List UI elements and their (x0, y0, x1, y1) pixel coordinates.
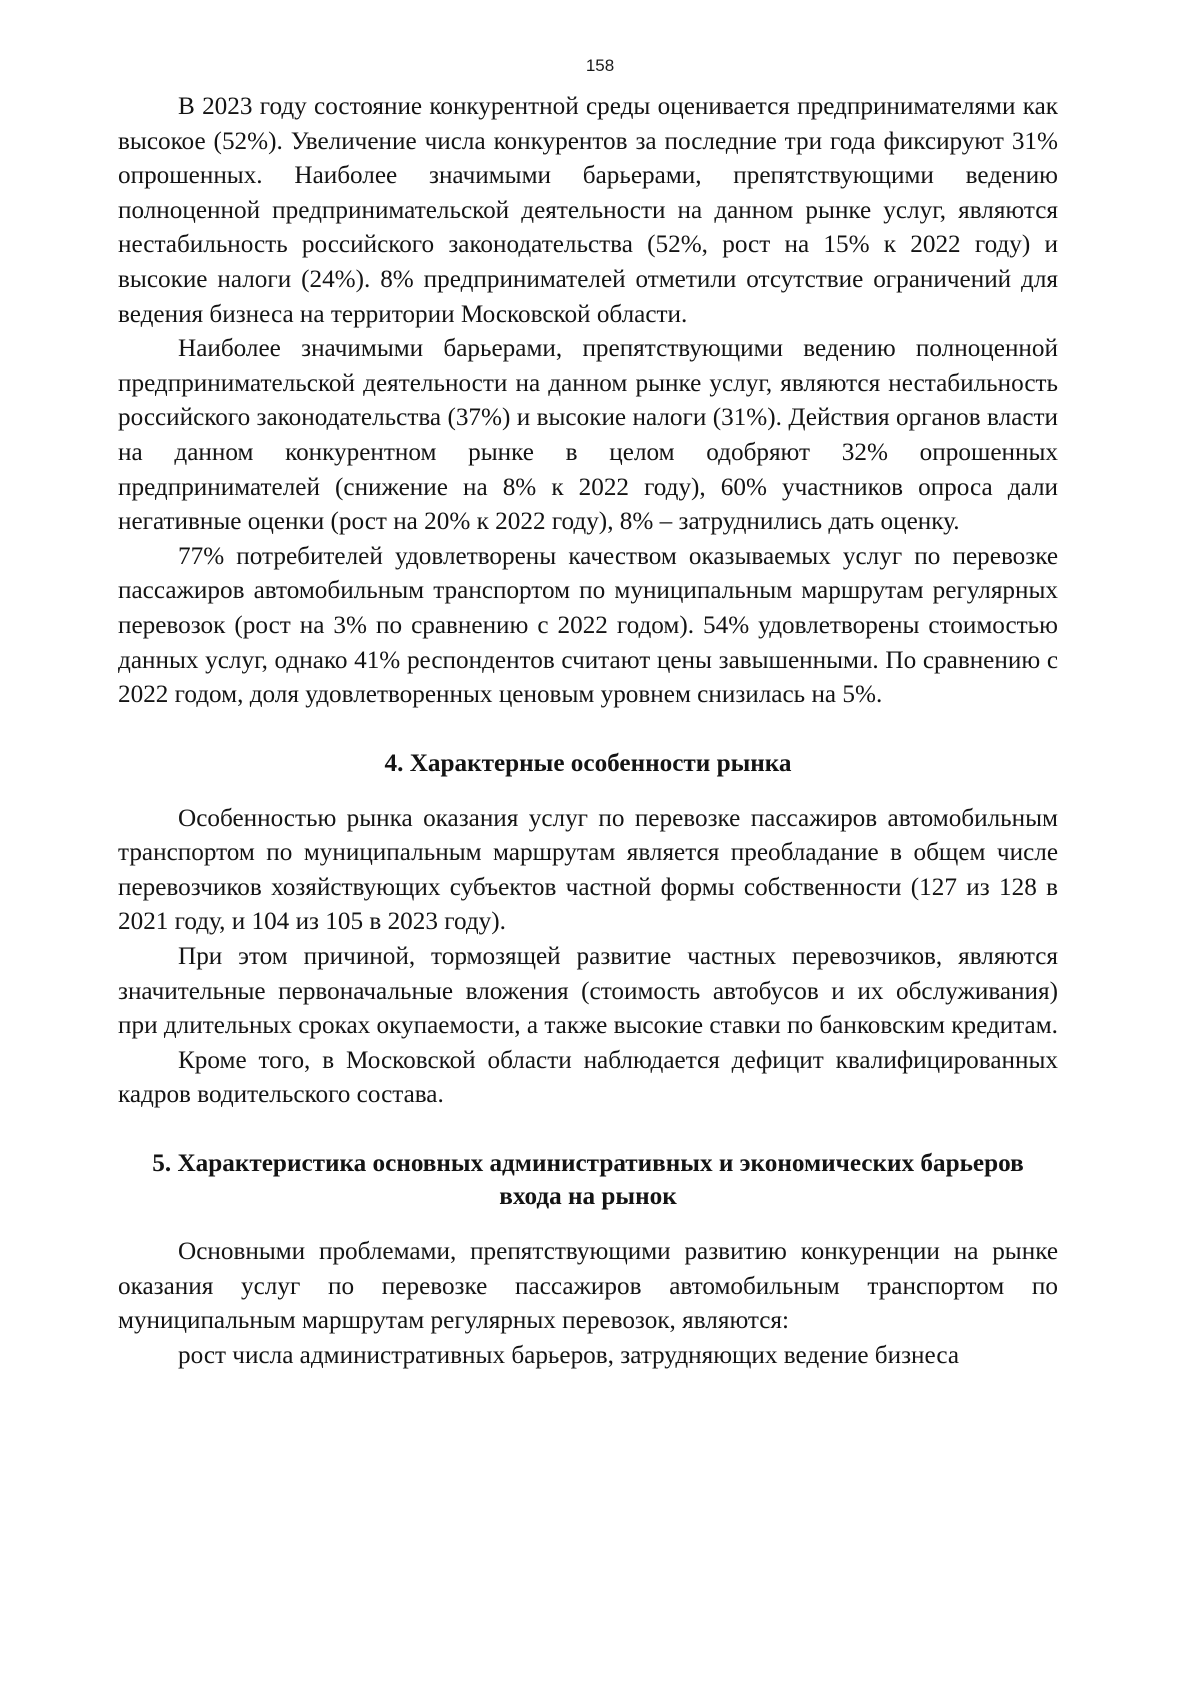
paragraph-private-carriers: При этом причиной, тормозящей развитие частных перевозчиков, являются значительные первоначальные вложения (стоимость автобусов и их обслуживания) при длительных сроках окупаемости, а также высокие ставки по банковским кредитам. (118, 943, 1058, 1040)
section-4-heading: 4. Характерные особенности рынка (384, 749, 792, 777)
paragraph-driver-shortage: Кроме того, в Московской области наблюдается дефицит квалифицированных кадров водительского состава. (118, 1046, 1058, 1109)
section-5-heading-line-1: 5. Характеристика основных административных и экономических барьеров (152, 1150, 1024, 1178)
document-body (118, 90, 1058, 1373)
paragraph-consumer-satisfaction: 77% потребителей удовлетворены качеством оказываемых услуг по перевозке пассажиров автомобильным транспортом по муниципальным маршрутам регулярных перевозок (рост на 3% по сравнению с 2022 годом). 54% удовлетворены стоимостью данных услуг, однако 41% респондентов считают цены завышенными. По сравнению с 2022 годом, доля удовлетворенных ценовым уровнем снизилась на 5%. (118, 542, 1058, 709)
page-number: 158 (585, 56, 615, 75)
paragraph-barriers: Наиболее значимыми барьерами, препятствующими ведению полноценной предпринимательской деятельности на данном рынке услуг, являются нестабильность российского законодательства (37%) и высокие налоги (31%). Действия органов власти на данном конкурентном рынке в целом одобряют 32% опрошенных предпринимателей (снижение на 8% к 2022 году), 60% участников опроса дали негативные оценки (рост на 20% к 2022 году), 8% – затруднились дать оценку. (118, 335, 1058, 536)
section-5-heading-line-2: входа на рынок (499, 1183, 677, 1211)
paragraph-market-feature: Особенностью рынка оказания услуг по перевозке пассажиров автомобильным транспортом по муниципальным маршрутам является преобладание в общем числе перевозчиков хозяйствующих субъектов частной формы собственности (127 из 128 в 2021 году, и 104 из 105 в 2023 году). (118, 804, 1058, 936)
paragraph-admin-barriers: рост числа административных барьеров, затрудняющих ведение бизнеса (178, 1341, 959, 1369)
section-5-heading (118, 1147, 1058, 1213)
paragraph-main-problems: Основными проблемами, препятствующими развитию конкуренции на рынке оказания услуг по перевозке пассажиров автомобильным транспортом по муниципальным маршрутам регулярных перевозок, являются: (118, 1238, 1058, 1335)
paragraph-competition-state: В 2023 году состояние конкурентной среды оценивается предпринимателями как высокое (52%). Увеличение числа конкурентов за последние три года фиксируют 31% опрошенных. Наиболее значимыми барьерами, препятствующими ведению полноценной предпринимательской деятельности на данном рынке услуг, являются нестабильность российского законодательства (52%, рост на 15% к 2022 году) и высокие налоги (24%). 8% предпринимателей отметили отсутствие ограничений для ведения бизнеса на территории Московской области. (118, 93, 1058, 328)
